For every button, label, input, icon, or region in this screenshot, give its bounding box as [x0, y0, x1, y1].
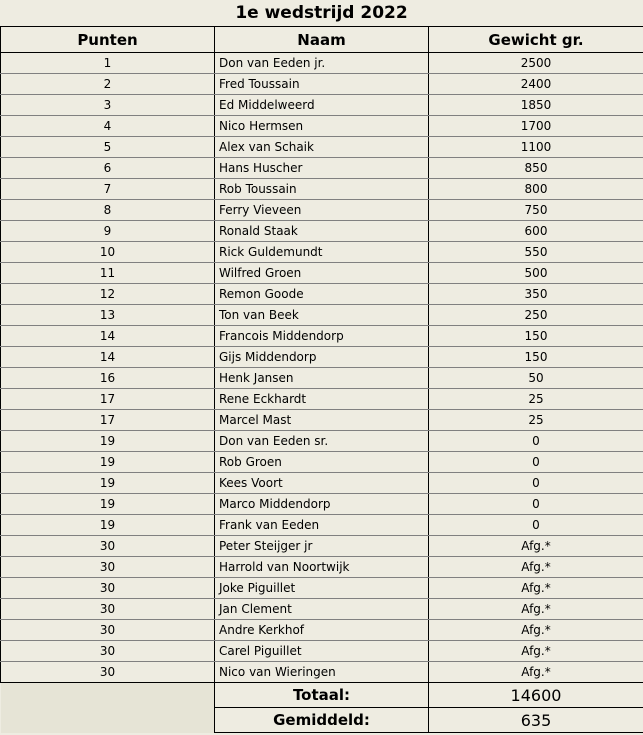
table-row [1, 347, 643, 368]
table-row [1, 410, 643, 431]
naam-cell: Rob Groen [215, 452, 429, 473]
gewicht-cell: 1850 [429, 95, 643, 116]
gewicht-cell: 50 [429, 368, 643, 389]
naam-cell: Peter Steijger jr [215, 536, 429, 557]
gemiddeld-row [1, 708, 643, 733]
punten-cell: 6 [1, 158, 215, 179]
punten-cell: 11 [1, 263, 215, 284]
gewicht-cell: 250 [429, 305, 643, 326]
table-row [1, 95, 643, 116]
table-row [1, 158, 643, 179]
totaal-row [1, 683, 643, 708]
punten-cell: 10 [1, 242, 215, 263]
gewicht-cell: 0 [429, 431, 643, 452]
punten-cell: 30 [1, 557, 215, 578]
table-row [1, 389, 643, 410]
naam-cell: Marcel Mast [215, 410, 429, 431]
header-gewicht: Gewicht gr. [429, 27, 643, 53]
naam-cell: Rob Toussain [215, 179, 429, 200]
punten-cell: 2 [1, 74, 215, 95]
gewicht-cell: 850 [429, 158, 643, 179]
table-row [1, 578, 643, 599]
naam-cell: Carel Piguillet [215, 641, 429, 662]
punten-cell: 17 [1, 389, 215, 410]
table-row [1, 74, 643, 95]
punten-cell: 7 [1, 179, 215, 200]
table-row [1, 599, 643, 620]
gewicht-cell: 350 [429, 284, 643, 305]
naam-cell: Don van Eeden jr. [215, 53, 429, 74]
gewicht-cell: Afg.* [429, 641, 643, 662]
naam-cell: Kees Voort [215, 473, 429, 494]
table-row [1, 515, 643, 536]
table-row [1, 284, 643, 305]
summary-blank-cell [1, 708, 215, 733]
table-row [1, 473, 643, 494]
naam-cell: Frank van Eeden [215, 515, 429, 536]
table-row [1, 200, 643, 221]
table-row [1, 263, 643, 284]
results-table [0, 27, 643, 733]
punten-cell: 4 [1, 116, 215, 137]
naam-cell: Gijs Middendorp [215, 347, 429, 368]
naam-cell: Jan Clement [215, 599, 429, 620]
punten-cell: 14 [1, 326, 215, 347]
punten-cell: 19 [1, 473, 215, 494]
gewicht-cell: 600 [429, 221, 643, 242]
table-row [1, 536, 643, 557]
naam-cell: Harrold van Noortwijk [215, 557, 429, 578]
summary-body [1, 683, 643, 733]
punten-cell: 30 [1, 578, 215, 599]
naam-cell: Ed Middelweerd [215, 95, 429, 116]
gewicht-cell: Afg.* [429, 536, 643, 557]
gewicht-cell: 0 [429, 494, 643, 515]
punten-cell: 19 [1, 431, 215, 452]
table-row [1, 137, 643, 158]
punten-cell: 19 [1, 494, 215, 515]
gewicht-cell: 800 [429, 179, 643, 200]
gewicht-cell: Afg.* [429, 662, 643, 683]
header-row [1, 27, 643, 53]
naam-cell: Francois Middendorp [215, 326, 429, 347]
gewicht-cell: 550 [429, 242, 643, 263]
table-row [1, 116, 643, 137]
punten-cell: 14 [1, 347, 215, 368]
gewicht-cell: 150 [429, 347, 643, 368]
gewicht-cell: 0 [429, 473, 643, 494]
table-row [1, 494, 643, 515]
punten-cell: 19 [1, 452, 215, 473]
table-row [1, 221, 643, 242]
naam-cell: Ferry Vieveen [215, 200, 429, 221]
table-row [1, 368, 643, 389]
punten-cell: 3 [1, 95, 215, 116]
punten-cell: 17 [1, 410, 215, 431]
table-row [1, 242, 643, 263]
gewicht-cell: 150 [429, 326, 643, 347]
gewicht-cell: 0 [429, 515, 643, 536]
table-row [1, 662, 643, 683]
naam-cell: Rene Eckhardt [215, 389, 429, 410]
header-naam: Naam [215, 27, 429, 53]
table-row [1, 305, 643, 326]
table-row [1, 620, 643, 641]
table-row [1, 557, 643, 578]
gewicht-cell: Afg.* [429, 557, 643, 578]
naam-cell: Andre Kerkhof [215, 620, 429, 641]
punten-cell: 30 [1, 536, 215, 557]
punten-cell: 12 [1, 284, 215, 305]
table-row [1, 53, 643, 74]
naam-cell: Wilfred Groen [215, 263, 429, 284]
gewicht-cell: 0 [429, 452, 643, 473]
naam-cell: Henk Jansen [215, 368, 429, 389]
gewicht-cell: 500 [429, 263, 643, 284]
gewicht-cell: Afg.* [429, 578, 643, 599]
naam-cell: Alex van Schaik [215, 137, 429, 158]
punten-cell: 1 [1, 53, 215, 74]
naam-cell: Nico van Wieringen [215, 662, 429, 683]
punten-cell: 8 [1, 200, 215, 221]
totaal-value: 14600 [429, 683, 643, 708]
table-row [1, 326, 643, 347]
header-punten: Punten [1, 27, 215, 53]
sheet-title: 1e wedstrijd 2022 [0, 0, 643, 27]
table-row [1, 452, 643, 473]
gewicht-cell: 2500 [429, 53, 643, 74]
naam-cell: Marco Middendorp [215, 494, 429, 515]
summary-blank-cell [1, 683, 215, 708]
results-body [1, 53, 643, 683]
gewicht-cell: 1700 [429, 116, 643, 137]
punten-cell: 13 [1, 305, 215, 326]
punten-cell: 30 [1, 641, 215, 662]
gewicht-cell: 25 [429, 389, 643, 410]
gemiddeld-value: 635 [429, 708, 643, 733]
table-row [1, 179, 643, 200]
naam-cell: Joke Piguillet [215, 578, 429, 599]
punten-cell: 9 [1, 221, 215, 242]
naam-cell: Fred Toussain [215, 74, 429, 95]
naam-cell: Nico Hermsen [215, 116, 429, 137]
punten-cell: 30 [1, 662, 215, 683]
gewicht-cell: 2400 [429, 74, 643, 95]
table-row [1, 431, 643, 452]
punten-cell: 30 [1, 620, 215, 641]
punten-cell: 5 [1, 137, 215, 158]
punten-cell: 19 [1, 515, 215, 536]
naam-cell: Remon Goode [215, 284, 429, 305]
gewicht-cell: 25 [429, 410, 643, 431]
gewicht-cell: Afg.* [429, 599, 643, 620]
naam-cell: Hans Huscher [215, 158, 429, 179]
gemiddeld-label: Gemiddeld: [215, 708, 429, 733]
gewicht-cell: 750 [429, 200, 643, 221]
totaal-label: Totaal: [215, 683, 429, 708]
punten-cell: 16 [1, 368, 215, 389]
naam-cell: Rick Guldemundt [215, 242, 429, 263]
table-row [1, 641, 643, 662]
naam-cell: Ronald Staak [215, 221, 429, 242]
naam-cell: Don van Eeden sr. [215, 431, 429, 452]
gewicht-cell: 1100 [429, 137, 643, 158]
gewicht-cell: Afg.* [429, 620, 643, 641]
punten-cell: 30 [1, 599, 215, 620]
naam-cell: Ton van Beek [215, 305, 429, 326]
